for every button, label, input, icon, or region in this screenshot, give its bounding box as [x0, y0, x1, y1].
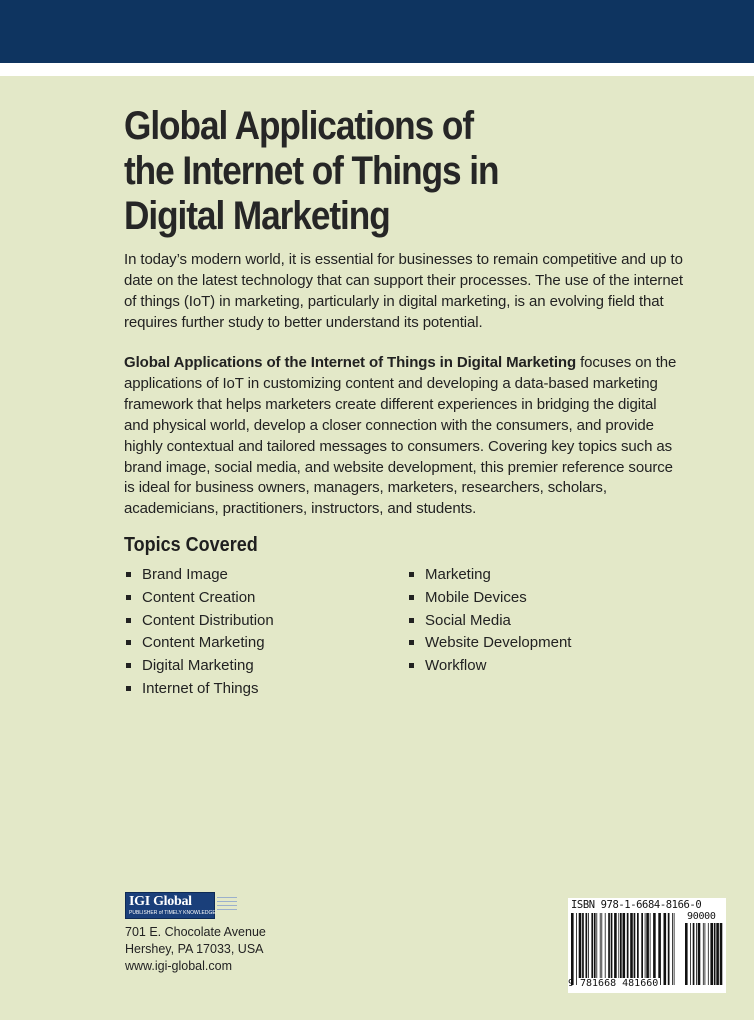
topic-item [124, 632, 274, 655]
barcode-bar [634, 913, 636, 985]
barcode-bar [623, 913, 626, 985]
igi-global-logo [125, 892, 237, 919]
topic-item [124, 587, 274, 610]
bullet-icon [126, 572, 131, 577]
isbn-text: ISBN 978-1-6684-8166-0 [571, 899, 702, 911]
title-line-2: the Internet of Things in [124, 149, 499, 193]
topic-label: Workflow [425, 657, 487, 675]
address-city: Hershey, PA 17033, USA [125, 942, 264, 956]
ean-remaining-digits: 781668 481660 [580, 978, 659, 989]
bullet-icon [409, 663, 414, 668]
intro-paragraph: In today’s modern world, it is essential for businesses to remain competitive and up to date on the latest technology that can support their processes. The use of the internet of things (IoT) in marketing, particularly in digital marketing, is an evolving field that requires further study to better understand its potential. [124, 251, 683, 331]
barcode-bar [696, 923, 697, 985]
bullet-icon [126, 686, 131, 691]
barcode-bar [685, 923, 688, 985]
barcode-bar [650, 913, 651, 985]
barcode-bar [601, 913, 602, 985]
barcode-bar [674, 913, 675, 985]
bullet-icon [409, 618, 414, 623]
barcode-bar [588, 913, 589, 985]
isbn-barcode [568, 898, 726, 993]
topic-label: Content Creation [142, 588, 256, 606]
barcode-main-bars [571, 913, 676, 985]
bullet-icon [126, 663, 131, 668]
topic-item [124, 564, 274, 587]
topics-list-column-2 [407, 564, 571, 678]
price-addon-code: 90000 [687, 911, 716, 922]
barcode-bar [600, 913, 601, 985]
barcode-bar [705, 923, 706, 985]
bullet-icon [409, 640, 414, 645]
barcode-bar [710, 923, 713, 985]
ean-first-digit: 9 [568, 978, 575, 989]
topic-item [124, 655, 274, 678]
topic-label: Website Development [425, 634, 572, 652]
barcode-bar [664, 913, 667, 985]
description-text: focuses on the applications of IoT in customizing content and developing a data-based marketing framework that helps marketers create different experiences in bridging the digital and physical world, develop a closer connection with the consumers, and provide highly contextual and tailored messages to consumers. Covering key topics such as brand image, social media, and website development, this premier reference source is ideal for business owners, managers, marketers, researchers, scholars, academicians, practitioners, instructors, and students. [124, 354, 677, 518]
barcode-bar [668, 913, 670, 985]
barcode-bar [582, 913, 584, 985]
title-line-3: Digital Marketing [124, 194, 390, 238]
bullet-icon [126, 640, 131, 645]
logo-box [125, 892, 215, 919]
barcode-bar [594, 913, 596, 985]
bullet-icon [409, 572, 414, 577]
barcode-bar [658, 913, 661, 985]
barcode-bar [611, 913, 613, 985]
bullet-icon [126, 595, 131, 600]
publisher-address [125, 924, 266, 975]
barcode-bar [591, 913, 593, 985]
topic-label: Brand Image [142, 566, 228, 583]
topic-label: Marketing [425, 566, 491, 583]
topic-label: Content Marketing [142, 634, 265, 652]
topic-label: Mobile Devices [425, 588, 527, 606]
topic-item [124, 610, 274, 633]
book-title [124, 104, 617, 239]
topics-list-column-1 [124, 564, 274, 701]
topic-label: Social Media [425, 611, 511, 629]
barcode-bar [586, 913, 588, 985]
barcode-bar [571, 913, 574, 985]
barcode-bar [630, 913, 633, 985]
topic-item [407, 632, 571, 655]
barcode-bar [716, 923, 719, 985]
top-white-stripe [0, 63, 754, 76]
bullet-icon [409, 595, 414, 600]
topic-item [407, 655, 571, 678]
barcode-addon-bars [685, 923, 723, 985]
barcode-bar [620, 913, 622, 985]
barcode-bar [645, 913, 646, 985]
logo-name: IGI Global [129, 894, 192, 909]
address-street: 701 E. Chocolate Avenue [125, 925, 266, 939]
barcode-bar [618, 913, 619, 985]
barcode-bar [614, 913, 617, 985]
barcode-bar [627, 913, 629, 985]
barcode-bar [653, 913, 656, 985]
barcode-bar [596, 913, 597, 985]
barcode-bar [693, 923, 695, 985]
topic-label: Digital Marketing [142, 657, 254, 675]
topic-label: Internet of Things [142, 679, 259, 697]
topic-label: Content Distribution [142, 611, 274, 629]
publisher-website: www.igi-global.com [125, 959, 232, 973]
description-paragraph [124, 353, 684, 520]
logo-decorative-lines [217, 897, 237, 913]
description-book-title: Global Applications of the Internet of Things in Digital Marketing [124, 354, 577, 371]
logo-tagline: PUBLISHER of TIMELY KNOWLEDGE [129, 910, 216, 916]
barcode-bar [579, 913, 582, 985]
barcode-bar [608, 913, 610, 985]
barcode-bar [703, 923, 704, 985]
barcode-bar [690, 923, 691, 985]
barcode-bar [714, 923, 716, 985]
topic-item [407, 564, 571, 587]
topic-item [407, 610, 571, 633]
title-line-1: Global Applications of [124, 104, 473, 148]
top-color-band [0, 0, 754, 63]
barcode-bar [605, 913, 606, 985]
barcode-bar [646, 913, 649, 985]
barcode-bar [672, 913, 673, 985]
barcode-bar [641, 913, 643, 985]
topics-heading: Topics Covered [124, 534, 258, 556]
barcode-bar [637, 913, 639, 985]
barcode-bar [698, 923, 701, 985]
barcode-bar [720, 923, 723, 985]
topic-item [407, 587, 571, 610]
barcode-bar [576, 913, 577, 985]
barcode-bar [708, 923, 709, 985]
bullet-icon [126, 618, 131, 623]
topic-item [124, 678, 274, 701]
